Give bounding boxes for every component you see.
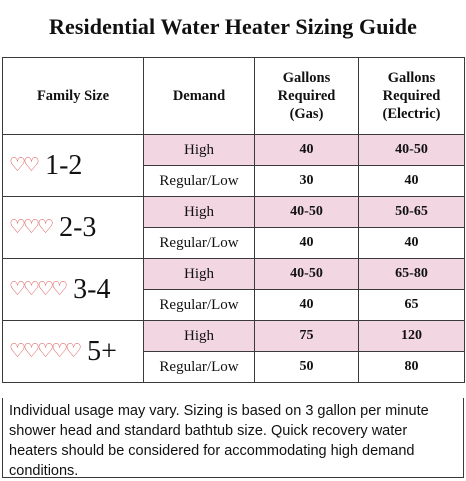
sizing-table xyxy=(2,57,465,383)
hearts-icon: ♡♡ xyxy=(9,155,38,176)
electric-gallons-cell: 40 xyxy=(359,228,465,259)
gas-gallons-cell: 40-50 xyxy=(255,259,359,290)
family-size-range: 1-2 xyxy=(45,149,83,181)
sizing-table-body xyxy=(3,135,465,383)
table-row xyxy=(3,135,465,166)
electric-gallons-cell: 80 xyxy=(359,352,465,383)
demand-cell: Regular/Low xyxy=(144,352,255,383)
hearts-icon: ♡♡♡♡ xyxy=(9,279,66,300)
gas-gallons-cell: 75 xyxy=(255,321,359,352)
header-family-size: Family Size xyxy=(3,58,144,135)
footnote: Individual usage may vary. Sizing is based on 3 gallon per minute shower head and standard bathtub size. Quick recovery water heaters should be considered for accommodating high demand conditions. xyxy=(2,398,464,478)
electric-gallons-cell: 65-80 xyxy=(359,259,465,290)
family-size-cell xyxy=(3,135,144,197)
header-gallons-gas xyxy=(255,58,359,135)
demand-cell: Regular/Low xyxy=(144,290,255,321)
demand-cell: High xyxy=(144,259,255,290)
family-size-cell xyxy=(3,197,144,259)
header-gallons-gas-text: Gallons Required (Gas) xyxy=(277,70,336,122)
electric-gallons-cell: 50-65 xyxy=(359,197,465,228)
electric-gallons-cell: 120 xyxy=(359,321,465,352)
demand-cell: Regular/Low xyxy=(144,228,255,259)
gas-gallons-cell: 30 xyxy=(255,166,359,197)
hearts-icon: ♡♡♡♡♡ xyxy=(9,341,80,362)
family-size-range: 2-3 xyxy=(59,211,97,243)
demand-cell: High xyxy=(144,135,255,166)
electric-gallons-cell: 40-50 xyxy=(359,135,465,166)
header-gallons-electric xyxy=(359,58,465,135)
family-size-cell xyxy=(3,321,144,383)
demand-cell: High xyxy=(144,197,255,228)
demand-cell: Regular/Low xyxy=(144,166,255,197)
table-row xyxy=(3,197,465,228)
header-demand: Demand xyxy=(144,58,255,135)
family-size-range: 3-4 xyxy=(73,273,111,305)
family-size-cell xyxy=(3,259,144,321)
gas-gallons-cell: 40 xyxy=(255,228,359,259)
family-size-range: 5+ xyxy=(87,335,117,367)
page-title: Residential Water Heater Sizing Guide xyxy=(49,14,417,39)
table-row xyxy=(3,321,465,352)
gas-gallons-cell: 40-50 xyxy=(255,197,359,228)
electric-gallons-cell: 40 xyxy=(359,166,465,197)
gas-gallons-cell: 40 xyxy=(255,290,359,321)
demand-cell: High xyxy=(144,321,255,352)
gas-gallons-cell: 40 xyxy=(255,135,359,166)
electric-gallons-cell: 65 xyxy=(359,290,465,321)
hearts-icon: ♡♡♡ xyxy=(9,217,52,238)
table-row xyxy=(3,259,465,290)
header-gallons-electric-text: Gallons Required (Electric) xyxy=(382,70,441,122)
gas-gallons-cell: 50 xyxy=(255,352,359,383)
